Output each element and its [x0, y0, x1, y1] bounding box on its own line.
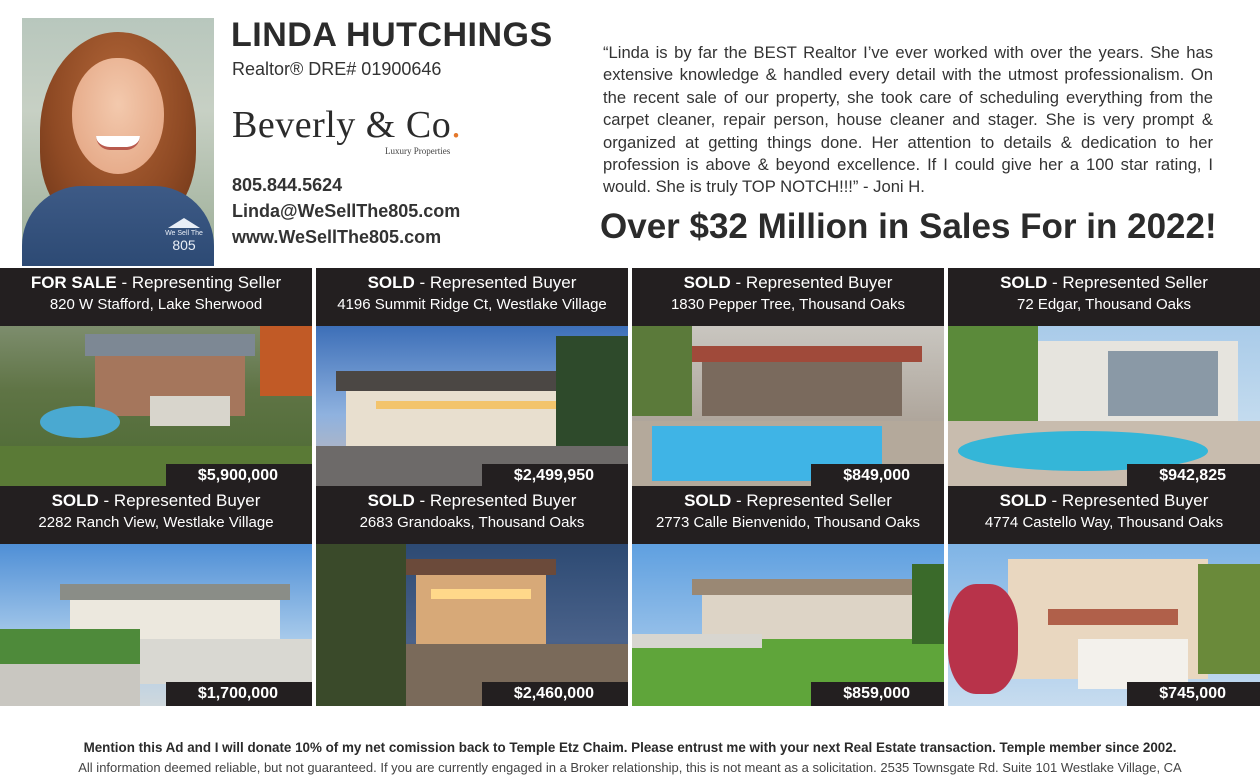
listing-card[interactable] — [632, 268, 944, 488]
listing-status: SOLD — [684, 491, 732, 510]
listing-role: - Represented Buyer — [414, 491, 577, 510]
agent-headshot — [22, 18, 214, 253]
listing-header — [632, 268, 944, 326]
shirt-logo — [158, 218, 210, 260]
listing-status: SOLD — [367, 491, 415, 510]
listing-address: 4196 Summit Ridge Ct, Westlake Village — [337, 296, 607, 313]
listing-role: - Represented Buyer — [98, 491, 261, 510]
listing-price: $849,000 — [811, 464, 944, 488]
house-icon — [168, 218, 200, 228]
headshot-face — [72, 58, 164, 174]
listing-address: 72 Edgar, Thousand Oaks — [1016, 296, 1191, 313]
listing-role: - Represented Buyer — [1046, 491, 1209, 510]
listing-role: - Representing Seller — [116, 273, 282, 292]
listing-role: - Represented Buyer — [730, 273, 893, 292]
agent-phone[interactable]: 805.844.5624 — [232, 175, 343, 195]
listing-card[interactable] — [0, 268, 312, 488]
footer-offer: Mention this Ad and I will donate 10% of my net comission back to Temple Etz Chaim. Please entrust me with your next Real Estate transaction. Temple member since 2002. — [83, 740, 1177, 755]
listing-price: $2,460,000 — [482, 682, 628, 706]
listing-header — [632, 486, 944, 544]
listing-price: $1,700,000 — [166, 682, 312, 706]
listing-price: $745,000 — [1127, 682, 1260, 706]
listing-status: SOLD — [51, 491, 99, 510]
listing-status: SOLD — [999, 491, 1047, 510]
listing-status: SOLD — [683, 273, 731, 292]
listing-header — [948, 486, 1260, 544]
agent-website[interactable]: www.WeSellThe805.com — [232, 227, 442, 247]
agent-name: LINDA HUTCHINGS — [231, 16, 553, 54]
listing-role: - Represented Seller — [1047, 273, 1208, 292]
listing-status: SOLD — [1000, 273, 1048, 292]
agent-email[interactable]: Linda@WeSellThe805.com — [232, 201, 461, 221]
brokerage-dot: . — [451, 104, 462, 146]
listing-status: FOR SALE — [30, 273, 117, 292]
listing-header — [948, 268, 1260, 326]
listing-price: $5,900,000 — [166, 464, 312, 488]
listing-card[interactable] — [0, 486, 312, 706]
listing-address: 2773 Calle Bienvenido, Thousand Oaks — [655, 514, 921, 531]
brokerage-tagline: Luxury Properties — [385, 146, 451, 156]
listing-card[interactable] — [948, 486, 1260, 706]
listing-header — [316, 268, 628, 326]
agent-title: Realtor® DRE# 01900646 — [232, 59, 442, 79]
brokerage-logo — [232, 103, 461, 147]
listing-price: $942,825 — [1127, 464, 1260, 488]
listing-card[interactable] — [316, 486, 628, 706]
listing-address: 820 W Stafford, Lake Sherwood — [49, 296, 263, 313]
listing-address: 4774 Castello Way, Thousand Oaks — [984, 514, 1224, 531]
testimonial: “Linda is by far the BEST Realtor I’ve ever worked with over the years. She has extensive knowledge & handled every detail with the utmost professionalism. On the recent sale of our property, she took care of scheduling everything from the carpet cleaner, repair person, house cleaner and stager. She is very prompt & organized at getting things done. Her attention to details & dedication to her profession is above & beyond excellence. If I could give her a 100 star rating, I would. She is truly TOP NOTCH!!!” - Joni H. — [603, 43, 1213, 197]
listing-role: - Represented Buyer — [414, 273, 577, 292]
listing-header — [316, 486, 628, 544]
listing-address: 1830 Pepper Tree, Thousand Oaks — [670, 296, 906, 313]
shirt-logo-text: 805 — [172, 237, 196, 253]
listing-role: - Represented Seller — [731, 491, 892, 510]
listing-card[interactable] — [948, 268, 1260, 488]
listing-header — [0, 486, 312, 544]
shirt-logo-small-text: We Sell The — [165, 230, 203, 237]
listing-status: SOLD — [367, 273, 415, 292]
listing-header — [0, 268, 312, 326]
sales-headline: Over $32 Million in Sales For in 2022! — [600, 207, 1217, 246]
footer-disclaimer: All information deemed reliable, but not guaranteed. If you are currently engaged in a Broker relationship, this is not meant as a solicitation. 2535 Townsgate Rd. Suite 101 Westlake Village, CA — [78, 760, 1182, 775]
brokerage-name: Beverly & Co — [232, 104, 452, 146]
listing-address: 2282 Ranch View, Westlake Village — [38, 514, 274, 531]
listing-card[interactable] — [316, 268, 628, 488]
listing-card[interactable] — [632, 486, 944, 706]
listing-price: $859,000 — [811, 682, 944, 706]
listing-address: 2683 Grandoaks, Thousand Oaks — [359, 514, 585, 531]
listing-price: $2,499,950 — [482, 464, 628, 488]
